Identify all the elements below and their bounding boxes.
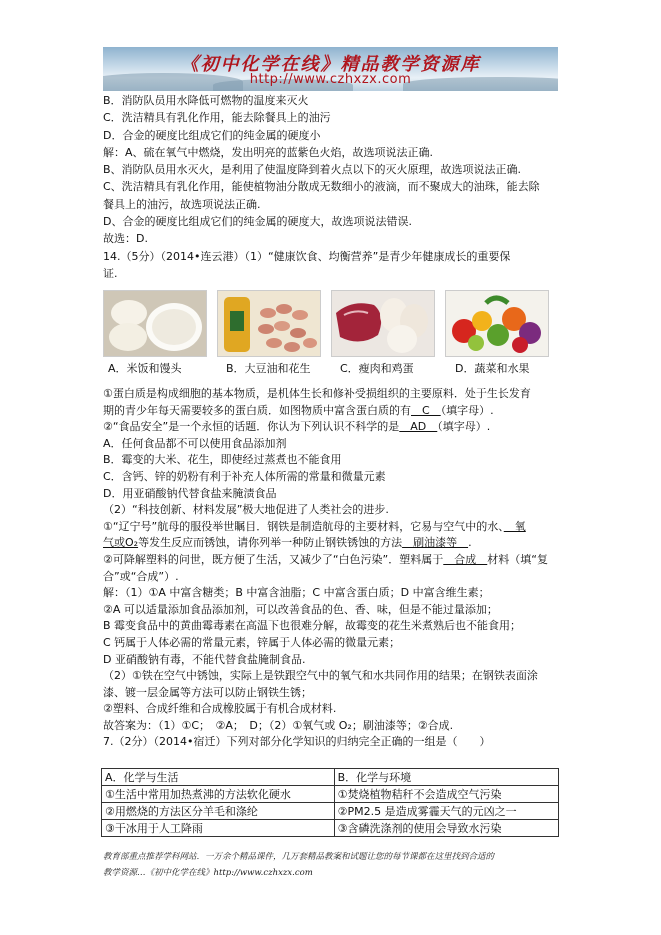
table-header-row [102, 769, 559, 786]
text-line: ②“食品安全”是一个永恒的话题．你认为下列认识不科学的是 AD （填字母）. [103, 420, 491, 434]
solution-line: （2）①铁在空气中锈蚀，实际上是铁跟空气中的氧气和水共同作用的结果；在钢铁表面涂 [103, 669, 538, 683]
knowledge-table [101, 768, 559, 837]
footer-line: 教育部重点推荐学科网站．一万余个精品课件，几万套精品教案和试题让您的每节课都在这里找到合适的 [103, 852, 495, 862]
photo-caption: B．大豆油和花生 [226, 362, 311, 375]
answer-line: 故答案为：（1）①C； ②A； D；（2）①氧气或 O₂；刷油漆等；②合成. [103, 718, 454, 732]
text-line: 餐具上的油污，故选项说法正确. [103, 197, 261, 211]
footer-line: 教学资源…《初中化学在线》http://www.czhxzx.com [103, 868, 313, 878]
text-line: 合”或“合成”）. [103, 569, 179, 583]
table-cell: ①焚烧植物秸秆不会造成空气污染 [334, 786, 558, 803]
text-line: D．合金的硬度比组成它们的纯金属的硬度小 [103, 128, 321, 142]
table-cell: ③干冰用于人工降雨 [102, 820, 335, 837]
solution-line: D 亚硝酸钠有毒，不能代替食盐腌制食品. [103, 652, 306, 666]
solution-line: ②塑料、合成纤维和合成橡胶属于有机合成材料. [103, 702, 337, 716]
top-text-block [103, 92, 558, 282]
text-line: 故选：D. [103, 232, 148, 246]
text-line: ①“辽宁号”航母的服役举世瞩目．钢铁是制造航母的主要材料，它易与空气中的水、 氧 [103, 519, 526, 533]
page-footer [103, 849, 558, 881]
answer-blank: 氧 [503, 519, 526, 533]
table-row [102, 803, 559, 820]
photo-caption: D．蔬菜和水果 [455, 362, 530, 375]
solution-line: 漆、镀一层金属等方法可以防止钢铁生锈； [103, 685, 312, 699]
text-line: D、合金的硬度比组成它们的纯金属的硬度大，故选项说法错误. [103, 215, 412, 229]
table-cell: ②PM2.5 是造成雾霾天气的元凶之一 [334, 803, 558, 820]
text-line: 证. [103, 266, 118, 280]
answer-blank: 气或O₂ [103, 536, 139, 550]
option-a: A．任何食品都不可以使用食品添加剂 [103, 436, 287, 450]
table-header: B．化学与环境 [334, 769, 558, 786]
photo-caption: A．米饭和馒头 [108, 362, 182, 375]
solution-line: B 霉变食品中的黄曲霉毒素在高温下也很难分解，故霉变的花生米煮熟后也不能食用； [103, 619, 522, 633]
text-line: C．洗洁精具有乳化作用，能去除餐具上的油污 [103, 111, 331, 125]
header-banner [103, 47, 558, 91]
text-line: C、洗洁精具有乳化作用，能使植物油分散成无数细小的液滴，而不聚成大的油珠，能去除 [103, 180, 540, 194]
meat-and-eggs-photo [331, 290, 435, 357]
banner-title: 《初中化学在线》精品教学资源库 [180, 54, 481, 75]
answer-blank: AD [399, 420, 438, 434]
table-cell: ②用燃烧的方法区分羊毛和涤纶 [102, 803, 335, 820]
text-line: ①蛋白质是构成细胞的基本物质，是机体生长和修补受损组织的主要原料．处于生长发育 [103, 387, 531, 400]
text-line: 解：A、硫在氧气中燃烧，发出明亮的蓝紫色火焰，故选项说法正确. [103, 145, 434, 159]
vegetables-and-fruit-photo [445, 290, 549, 357]
solution-line: C 钙属于人体必需的常量元素，锌属于人体必需的微量元素； [103, 635, 401, 649]
answer-blank: C [411, 403, 441, 417]
answer-blank: 合成 [443, 552, 488, 566]
table-row [102, 820, 559, 837]
text-line: ②可降解塑料的问世，既方便了生活，又减少了“白色污染”．塑料属于 合成 材料（填“复 [103, 552, 548, 566]
answer-blank: 刷油漆等 [402, 536, 469, 550]
photo-caption: C．瘦肉和鸡蛋 [340, 362, 414, 375]
solution-line: ②A 可以适量添加食品添加剂，可以改善食品的色、香、味，但是不能过量添加； [103, 602, 498, 616]
banner-url[interactable]: http://www.czhxzx.com [249, 72, 412, 87]
oil-and-peanuts-photo [217, 290, 321, 357]
table-cell: ①生活中常用加热煮沸的方法软化硬水 [102, 786, 335, 803]
option-b: B．霉变的大米、花生，即使经过蒸煮也不能食用 [103, 453, 342, 467]
table-row [102, 786, 559, 803]
question-14-title: 14.（5分）（2014•连云港）（1）“健康饮食、均衡营养”是青少年健康成长的重要保 [103, 249, 511, 263]
table-cell: ③含磷洗涤剂的使用会导致水污染 [334, 820, 558, 837]
question-body [103, 386, 558, 751]
option-d: D．用亚硝酸钠代替食盐来腌渍食品 [103, 486, 277, 500]
question-7-title: 7.（2分）（2014•宿迁）下列对部分化学知识的归纳完全正确的一组是（ ） [103, 735, 491, 749]
text-line: （2）“科技创新、材料发展”极大地促进了人类社会的进步. [103, 503, 389, 517]
solution-line: 解：（1）①A 中富含糖类；B 中富含油脂；C 中富含蛋白质；D 中富含维生素； [103, 586, 490, 600]
text-line: B．消防队员用水降低可燃物的温度来灭火 [103, 94, 309, 107]
text-line: 期的青少年每天需要较多的蛋白质．如图物质中富含蛋白质的有 C （填字母）. [103, 403, 494, 417]
text-line: 气或O₂等发生反应而锈蚀，请你列举一种防止钢铁锈蚀的方法 刷油漆等 . [103, 536, 472, 550]
option-c: C．含钙、锌的奶粉有利于补充人体所需的常量和微量元素 [103, 469, 386, 483]
text-line: B、消防队员用水灭火，是利用了使温度降到着火点以下的灭火原理，故选项说法正确. [103, 163, 522, 177]
food-photos [103, 290, 558, 380]
rice-and-buns-photo [103, 290, 207, 357]
table-header: A．化学与生活 [102, 769, 335, 786]
